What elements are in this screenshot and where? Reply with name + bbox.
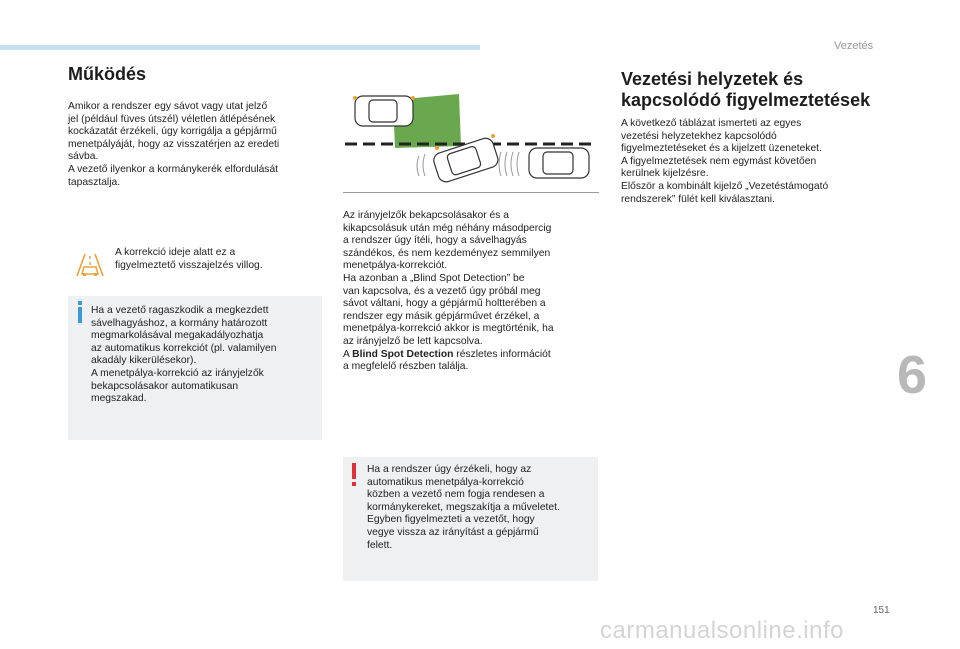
- blind-spot-paragraph: [343, 210, 595, 374]
- section-title: Vezetés: [834, 40, 874, 52]
- col3-paragraph: A következő táblázat ismerteti az egyes vezetési helyzetekhez kapcsolódó figyelmeztetéseket és a kijelzett üzeneteket. A figyelmeztetések nem egymást követően kerülnek kijelzésre. Először a kombinált kijelző „Vezetéstámogató rendszerek” fülét kell kiválasztani.: [621, 118, 829, 205]
- info-text: Ha a vezető ragaszkodik a megkezdett sávelhagyáshoz, a kormány határozott megmarkolásával megakadályozhatja az automatikus korrekciót (pl. valamilyen akadály kikerülésekor). A menetpálya-korrekció az irányjelzők bekapcsolásakor automatikusan megszakad.: [91, 305, 277, 405]
- lane-correction-illustration: [343, 86, 599, 190]
- heading-driving-situations: [621, 69, 901, 111]
- body-bold-term: Blind Spot Detection: [352, 348, 454, 360]
- page-number: 151: [873, 605, 890, 616]
- header-bar: [0, 45, 480, 50]
- watermark: carmanualsonline.info: [600, 617, 844, 644]
- heading-mukodes: Működés: [68, 64, 147, 84]
- heading-driving-situations-text: Vezetési helyzetek és kapcsolódó figyelmeztetések: [621, 69, 871, 110]
- body-text-1: Az irányjelzők bekapcsolásakor és a kikapcsolásuk után még néhány másodpercig a rendszer úgy ítéli, hogy a sávelhagyás szándékos, és nem kezdeményez semmilyen menetpálya-korrekciót. Ha azonban a „Blind Spot Detection” be van kapcsolva, és a vezető úgy próbál meg sávot váltani, hogy a gépjármű holtterében a rendszer egy másik gépjárművet érzékel, a menetpálya-korrekció akkor is megtörténik, ha az irányjelző be lett kapcsolva. A: [343, 210, 554, 360]
- chapter-tab-number: 6: [897, 345, 928, 405]
- body-text-2: részletes információt a megfelelő részben találja.: [343, 348, 551, 373]
- illustration-divider: [343, 192, 599, 193]
- lane-departure-warning-icon: [73, 250, 107, 278]
- exclamation-icon: [350, 463, 358, 487]
- intro-paragraph: Amikor a rendszer egy sávot vagy utat jelző jel (például füves útszél) véletlen átlépésének kockázatát érzékeli, úgy korrigálja a gépjármű menetpályáját, hogy az visszatérjen az eredeti sávba. A vezető ilyenkor a kormánykerék elfordulását tapasztalja.: [68, 101, 280, 188]
- alert-text: Ha a rendszer úgy érzékeli, hogy az automatikus menetpálya-korrekció közben a vezető nem fogja rendesen a kormánykereket, megszakítja a műveletet. Egyben figyelmezteti a vezetőt, hogy vegye vissza az irányítást a gépjármű felett.: [367, 464, 560, 551]
- warning-text: A korrekció ideje alatt ez a figyelmeztető visszajelzés villog.: [115, 247, 263, 271]
- info-icon: [75, 301, 85, 323]
